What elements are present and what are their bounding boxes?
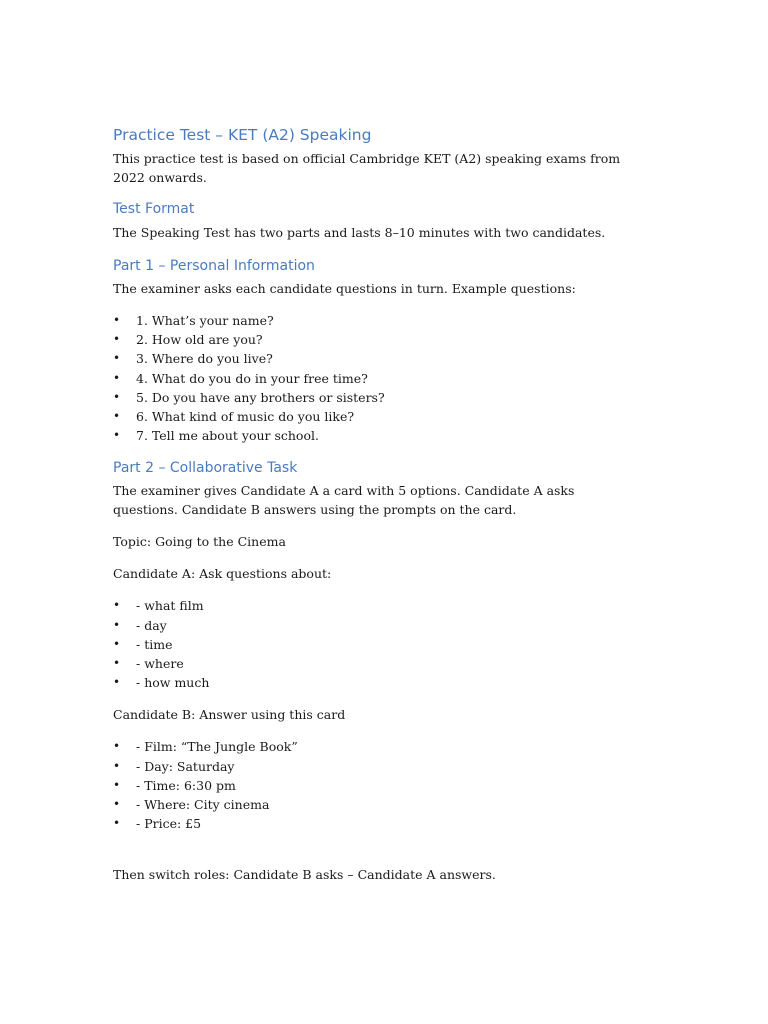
bullet-icon: •	[113, 428, 121, 443]
bullet-icon: •	[113, 617, 121, 632]
list-item	[113, 330, 633, 349]
list-item-text: 1. What’s your name?	[136, 313, 274, 328]
bullet-icon: •	[113, 389, 121, 404]
list-item-text: - how much	[136, 675, 210, 691]
list-item	[113, 616, 633, 635]
bullet-icon: •	[113, 409, 121, 424]
list-item-text: - Film: “The Jungle Book”	[136, 739, 298, 755]
bullet-icon: •	[113, 675, 121, 690]
bullet-icon: •	[113, 739, 121, 754]
bullet-icon: •	[113, 797, 121, 812]
list-item	[113, 369, 633, 388]
list-item	[113, 814, 633, 833]
list-item-text: 2. How old are you?	[136, 332, 263, 348]
list-item-text: - day	[136, 617, 167, 633]
part-1-paragraph: The examiner asks each candidate questions in turn. Example questions:	[113, 281, 576, 296]
list-item	[113, 388, 633, 407]
list-item	[113, 776, 633, 795]
document-page	[113, 124, 633, 884]
bullet-icon: •	[113, 636, 121, 651]
bullet-icon: •	[113, 313, 121, 327]
topic-line: Topic: Going to the Cinema	[113, 534, 286, 550]
list-item-text: 4. What do you do in your free time?	[136, 370, 368, 386]
part-2-paragraph: The examiner gives Candidate A a card with 5 options. Candidate A asks questions. Candidate B answers using the prompts on the card.	[113, 483, 575, 518]
list-item	[113, 673, 633, 692]
candidate-b-list	[113, 737, 633, 833]
candidate-a-label: Candidate A: Ask questions about:	[113, 566, 332, 582]
list-item	[113, 407, 633, 426]
list-item-text: - time	[136, 636, 173, 652]
bullet-icon: •	[113, 816, 121, 831]
section-heading-part-2: Part 2 – Collaborative Task	[113, 460, 298, 477]
list-item-text: - Where: City cinema	[136, 797, 270, 813]
section-heading-part-1: Part 1 – Personal Information	[113, 258, 315, 274]
switch-roles-note: Then switch roles: Candidate B asks – Candidate A answers.	[113, 867, 496, 883]
list-item	[113, 795, 633, 814]
list-item	[113, 635, 633, 654]
list-item-text: - Time: 6:30 pm	[136, 777, 236, 793]
list-item-text: 6. What kind of music do you like?	[136, 409, 355, 425]
bullet-icon: •	[113, 758, 121, 773]
list-item	[113, 426, 633, 445]
bullet-icon: •	[113, 777, 121, 792]
list-item	[113, 311, 633, 330]
list-item	[113, 596, 633, 615]
candidate-a-list	[113, 596, 633, 692]
test-format-paragraph: The Speaking Test has two parts and lasts 8–10 minutes with two candidates.	[113, 225, 606, 240]
list-item-text: 7. Tell me about your school.	[136, 428, 319, 444]
list-item	[113, 349, 633, 368]
bullet-icon: •	[113, 598, 121, 613]
list-item	[113, 737, 633, 756]
list-item-text: - where	[136, 656, 184, 672]
list-item-text: 3. Where do you live?	[136, 351, 273, 367]
part-1-question-list	[113, 311, 633, 445]
bullet-icon: •	[113, 656, 121, 671]
bullet-icon: •	[113, 351, 121, 366]
list-item-text: - what film	[136, 598, 204, 614]
bullet-icon: •	[113, 332, 121, 347]
section-heading-test-format: Test Format	[113, 201, 195, 217]
list-item-text: 5. Do you have any brothers or sisters?	[136, 389, 385, 405]
list-item-text: - Day: Saturday	[136, 758, 235, 774]
intro-paragraph: This practice test is based on official Cambridge KET (A2) speaking exams from 2022 onwards.	[113, 151, 621, 185]
list-item	[113, 654, 633, 673]
list-item-text: - Price: £5	[136, 816, 202, 832]
bullet-icon: •	[113, 370, 121, 385]
candidate-b-label: Candidate B: Answer using this card	[113, 707, 346, 723]
document-title: Practice Test – KET (A2) Speaking	[113, 126, 372, 144]
list-item	[113, 757, 633, 776]
